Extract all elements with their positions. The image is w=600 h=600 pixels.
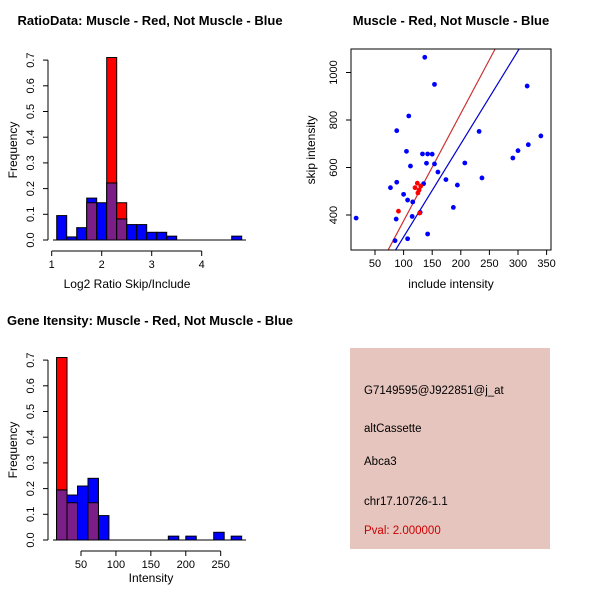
hist-bar-overlap <box>117 219 127 240</box>
scatter-point-not-muscle <box>444 177 449 182</box>
scatter-point-not-muscle <box>477 129 482 134</box>
scatter-point-not-muscle <box>424 161 429 166</box>
tick-label: 1 <box>48 259 55 271</box>
tick-label: 0.2 <box>25 180 37 197</box>
tick-label: 0.5 <box>25 103 37 120</box>
scatter-point-not-muscle <box>462 161 467 166</box>
scatter-point-muscle <box>417 211 422 216</box>
tick-label: 0.6 <box>25 78 37 94</box>
not-muscle-fit-line <box>396 49 520 250</box>
scatter-point-not-muscle <box>388 185 393 190</box>
tick-label: 200 <box>451 258 470 270</box>
hist-bar-blue <box>57 216 67 240</box>
ratio-hist-xlabel: Log2 Ratio Skip/Include <box>63 277 191 291</box>
hist-bar-blue <box>127 225 137 240</box>
tick-label: 0.0 <box>25 232 37 248</box>
tick-label: 0.3 <box>25 155 37 171</box>
gene-symbol-text: Abca3 <box>364 456 397 468</box>
tick-label: 0.0 <box>25 532 37 548</box>
hist-bar-blue <box>97 203 107 240</box>
scatter-point-not-muscle <box>451 205 456 210</box>
tick-label: 350 <box>537 258 556 270</box>
scatter-point-muscle <box>413 185 418 190</box>
hist-bar-overlap <box>87 203 97 240</box>
scatter-point-not-muscle <box>408 164 413 169</box>
tick-label: 100 <box>106 559 126 571</box>
tick-label: 100 <box>394 258 413 270</box>
scatter-point-not-muscle <box>420 152 425 157</box>
hist-bar-blue <box>78 486 88 540</box>
plot-box <box>351 49 551 250</box>
tick-label: 0.7 <box>25 52 37 68</box>
hist-bar-red <box>57 358 67 490</box>
gene-info-panel <box>350 348 550 549</box>
scatter-title: Muscle - Red, Not Muscle - Blue <box>352 13 550 28</box>
scatter-point-not-muscle <box>516 148 521 153</box>
scatter-point-not-muscle <box>510 156 515 161</box>
locus-text: chr17.10726-1.1 <box>364 496 448 508</box>
scatter-point-not-muscle <box>525 84 530 89</box>
hist-bar-overlap <box>67 503 77 540</box>
gene-hist-title: Gene Itensity: Muscle - Red, Not Muscle - Blue <box>6 313 294 328</box>
tick-label: 400 <box>328 205 340 225</box>
scatter-point-not-muscle <box>394 180 399 185</box>
tick-label: 50 <box>368 258 382 270</box>
tick-label: 0.7 <box>25 352 37 368</box>
scatter-point-not-muscle <box>432 162 437 167</box>
hist-bar-blue <box>77 228 87 240</box>
scatter-point-not-muscle <box>526 142 531 147</box>
hist-bar-overlap <box>88 503 98 540</box>
hist-bar-blue <box>67 237 77 240</box>
tick-label: 200 <box>176 559 195 571</box>
hist-bar-blue <box>186 536 196 540</box>
scatter-point-not-muscle <box>425 152 430 157</box>
hist-bar-blue <box>137 225 147 240</box>
tick-label: 0.5 <box>25 403 37 420</box>
tick-label: 300 <box>508 258 528 270</box>
tick-label: 0.2 <box>25 480 37 497</box>
tick-label: 1000 <box>328 60 340 85</box>
tick-label: 4 <box>198 259 205 271</box>
hist-bar-blue <box>147 232 157 240</box>
ratio-hist-ylabel: Frequency <box>6 121 20 179</box>
hist-bar-overlap <box>107 183 117 240</box>
scatter-point-not-muscle <box>410 214 415 219</box>
hist-bar-red <box>107 58 117 183</box>
scatter-point-not-muscle <box>405 236 410 241</box>
scatter-point-not-muscle <box>401 192 406 197</box>
tick-label: 50 <box>74 559 88 571</box>
hist-bar-blue <box>214 532 224 540</box>
ratio-hist-title: RatioData: Muscle - Red, Not Muscle - Blue <box>17 13 283 28</box>
tick-label: 3 <box>148 259 155 271</box>
scatter-point-not-muscle <box>394 128 399 133</box>
tick-label: 0.4 <box>25 129 37 145</box>
hist-bar-blue <box>232 236 242 240</box>
scatter-point-not-muscle <box>436 170 441 175</box>
tick-label: 150 <box>423 258 442 270</box>
scatter-point-not-muscle <box>406 114 411 119</box>
tick-label: 250 <box>480 258 499 270</box>
tick-label: 600 <box>328 158 340 177</box>
probe-id-text: G7149595@J922851@j_at <box>364 385 504 397</box>
scatter-ylabel: skip intensity <box>304 115 318 185</box>
hist-bar-blue <box>167 236 177 240</box>
tick-label: 250 <box>211 559 230 571</box>
tick-label: 2 <box>98 259 105 271</box>
tick-label: 150 <box>141 559 161 571</box>
hist-bar-blue <box>157 232 167 240</box>
scatter-point-not-muscle <box>455 183 460 188</box>
scatter-point-not-muscle <box>430 152 435 157</box>
muscle-fit-line <box>388 49 495 250</box>
scatter-point-not-muscle <box>425 232 430 237</box>
hist-bar-red <box>117 203 127 219</box>
scatter-point-not-muscle <box>480 176 485 181</box>
scatter-point-not-muscle <box>410 200 415 205</box>
tick-label: 0.4 <box>25 429 37 445</box>
tick-label: 0.3 <box>25 455 37 471</box>
scatter-point-muscle <box>396 209 401 214</box>
scatter-point-not-muscle <box>404 149 409 154</box>
scatter-point-not-muscle <box>405 198 410 203</box>
hist-bar-blue <box>98 516 108 540</box>
hist-bar-blue <box>231 536 241 540</box>
scatter-point-not-muscle <box>538 134 543 139</box>
splice-type-text: altCassette <box>364 423 422 435</box>
tick-label: 0.1 <box>25 206 37 222</box>
scatter-point-not-muscle <box>393 238 398 243</box>
hist-bar-overlap <box>57 490 67 540</box>
gene-hist-ylabel: Frequency <box>6 421 20 479</box>
scatter-point-not-muscle <box>422 55 427 60</box>
pval-text: Pval: 2.000000 <box>364 525 441 537</box>
tick-label: 0.1 <box>25 506 37 522</box>
scatter-xlabel: include intensity <box>408 277 494 291</box>
scatter-point-muscle <box>415 181 420 186</box>
tick-label: 800 <box>328 110 340 130</box>
scatter-point-not-muscle <box>394 217 399 222</box>
scatter-point-not-muscle <box>354 216 359 221</box>
tick-label: 0.6 <box>25 378 37 394</box>
hist-bar-blue <box>168 536 178 540</box>
gene-hist-xlabel: Intensity <box>128 571 174 585</box>
scatter-point-not-muscle <box>432 82 437 87</box>
